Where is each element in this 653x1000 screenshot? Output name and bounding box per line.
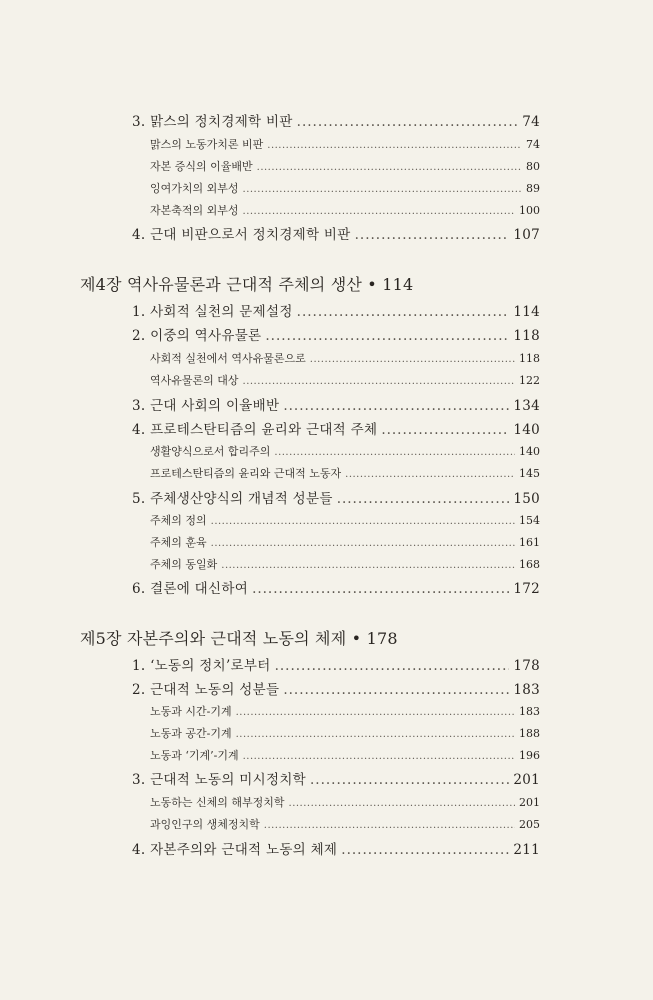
toc-section[interactable] — [132, 223, 540, 243]
toc-page-number: 172 — [513, 581, 540, 597]
toc-page-number: 161 — [519, 536, 540, 549]
toc-page-number: 150 — [513, 491, 540, 507]
toc-subsection[interactable] — [150, 747, 540, 763]
dot-leader — [243, 376, 515, 387]
toc-subsection[interactable] — [150, 512, 540, 528]
toc-page-number: 118 — [519, 352, 540, 365]
toc-subsection[interactable] — [150, 534, 540, 550]
toc-section[interactable] — [132, 394, 540, 414]
toc-page-number: 80 — [526, 160, 540, 173]
toc-page-number: 140 — [513, 422, 540, 438]
toc-subsection[interactable] — [150, 725, 540, 741]
toc-entry-label: 잉여가치의 외부성 — [150, 182, 239, 195]
dot-leader — [297, 304, 510, 320]
dot-leader — [211, 538, 515, 549]
dot-leader — [341, 842, 509, 858]
toc-entry-label: 3. 맑스의 정치경제학 비판 — [132, 114, 293, 130]
dot-leader — [275, 658, 510, 674]
dot-leader — [297, 114, 519, 130]
dot-leader — [289, 798, 515, 809]
toc-subsection[interactable] — [150, 465, 540, 481]
dot-leader — [257, 162, 522, 173]
dot-leader — [274, 447, 515, 458]
toc-page-number: 118 — [513, 328, 540, 344]
toc-entry-label: 3. 근대 사회의 이율배반 — [132, 398, 280, 414]
toc-entry-label: 4. 자본주의와 근대적 노동의 체제 — [132, 842, 338, 858]
toc-page-number: 140 — [519, 445, 540, 458]
dot-leader — [267, 140, 522, 151]
toc-subsection[interactable] — [150, 794, 540, 810]
toc-entry-label: 2. 근대적 노동의 성분들 — [132, 682, 280, 698]
toc-entry-label: 자본 증식의 이율배반 — [150, 160, 253, 173]
toc-page-number: 178 — [513, 658, 540, 674]
toc-entry-label: 4. 프로테스탄티즘의 윤리와 근대적 주체 — [132, 422, 378, 438]
toc-section[interactable] — [132, 678, 540, 698]
toc-subsection[interactable] — [150, 556, 540, 572]
toc-subsection[interactable] — [150, 350, 540, 366]
toc-page-number: 74 — [526, 138, 540, 151]
toc-entry-label: 주체의 정의 — [150, 514, 207, 527]
toc-section[interactable] — [132, 110, 540, 130]
dot-leader — [236, 729, 515, 740]
chapter-heading[interactable]: 제4장 역사유물론과 근대적 주체의 생산 • 114 — [80, 275, 414, 294]
toc-subsection[interactable] — [150, 136, 540, 152]
toc-page-number: 107 — [513, 227, 540, 243]
toc-subsection[interactable] — [150, 372, 540, 388]
dot-leader — [355, 227, 510, 243]
toc-page-number: 201 — [513, 772, 540, 788]
dot-leader — [345, 469, 515, 480]
dot-leader — [252, 581, 509, 597]
dot-leader — [221, 560, 515, 571]
toc-page-number: 145 — [519, 467, 540, 480]
dot-leader — [310, 354, 515, 365]
toc-entry-label: 생활양식으로서 합리주의 — [150, 445, 271, 458]
toc-page-number: 100 — [519, 204, 540, 217]
toc-entry-label: 4. 근대 비판으로서 정치경제학 비판 — [132, 227, 351, 243]
toc-page-number: 196 — [519, 749, 540, 762]
chapter-heading[interactable]: 제5장 자본주의와 근대적 노동의 체제 • 178 — [80, 629, 398, 648]
dot-leader — [264, 820, 515, 831]
toc-entry-label: 주체의 훈육 — [150, 536, 207, 549]
toc-page-number: 89 — [526, 182, 540, 195]
dot-leader — [283, 682, 509, 698]
toc-entry-label: 6. 결론에 대신하여 — [132, 581, 249, 597]
toc-entry-label: 노동과 시간-기계 — [150, 705, 232, 718]
toc-section[interactable] — [132, 838, 540, 858]
toc-entry-label: 자본축적의 외부성 — [150, 204, 239, 217]
toc-entry-label: 프로테스탄티즘의 윤리와 근대적 노동자 — [150, 467, 342, 480]
toc-page-number: 122 — [519, 374, 540, 387]
dot-leader — [337, 491, 510, 507]
dot-leader — [243, 751, 515, 762]
toc-entry-label: 노동과 ‘기계’-기계 — [150, 749, 239, 762]
dot-leader — [236, 707, 515, 718]
toc-page-number: 168 — [519, 558, 540, 571]
dot-leader — [243, 184, 522, 195]
toc-section[interactable] — [132, 768, 540, 788]
toc-entry-label: 맑스의 노동가치론 비판 — [150, 138, 264, 151]
toc-entry-label: 노동과 공간-기계 — [150, 727, 232, 740]
toc-section[interactable] — [132, 654, 540, 674]
toc-page-number: 188 — [519, 727, 540, 740]
dot-leader — [243, 206, 515, 217]
toc-page-number: 205 — [519, 818, 540, 831]
toc-subsection[interactable] — [150, 703, 540, 719]
toc-page-number: 211 — [513, 842, 540, 858]
toc-section[interactable] — [132, 418, 540, 438]
toc-page-number: 201 — [519, 796, 540, 809]
toc-page-number: 183 — [513, 682, 540, 698]
toc-page-number: 134 — [513, 398, 540, 414]
toc-subsection[interactable] — [150, 443, 540, 459]
dot-leader — [381, 422, 509, 438]
toc-page-number: 154 — [519, 514, 540, 527]
toc-subsection[interactable] — [150, 816, 540, 832]
toc-entry-label: 5. 주체생산양식의 개념적 성분들 — [132, 491, 333, 507]
dot-leader — [211, 516, 515, 527]
toc-entry-label: 사회적 실천에서 역사유물론으로 — [150, 352, 306, 365]
toc-entry-label: 노동하는 신체의 해부정치학 — [150, 796, 285, 809]
dot-leader — [310, 772, 509, 788]
toc-entry-label: 과잉인구의 생체정치학 — [150, 818, 260, 831]
toc-page-number: 114 — [513, 304, 540, 320]
toc-entry-label: 역사유물론의 대상 — [150, 374, 239, 387]
toc-page-number: 74 — [522, 114, 540, 130]
toc-subsection[interactable] — [150, 202, 540, 218]
toc-section[interactable] — [132, 577, 540, 597]
toc-section[interactable] — [132, 300, 540, 320]
toc-entry-label: 주체의 동일화 — [150, 558, 218, 571]
toc-subsection[interactable] — [150, 180, 540, 196]
toc-entry-label: 1. 사회적 실천의 문제설정 — [132, 304, 293, 320]
toc-subsection[interactable] — [150, 158, 540, 174]
toc-section[interactable] — [132, 487, 540, 507]
dot-leader — [283, 398, 509, 414]
dot-leader — [265, 328, 509, 344]
toc-section[interactable] — [132, 324, 540, 344]
toc-entry-label: 1. ‘노동의 정치’로부터 — [132, 658, 271, 674]
toc-entry-label: 2. 이중의 역사유물론 — [132, 328, 262, 344]
toc-entry-label: 3. 근대적 노동의 미시정치학 — [132, 772, 307, 788]
toc-page-number: 183 — [519, 705, 540, 718]
